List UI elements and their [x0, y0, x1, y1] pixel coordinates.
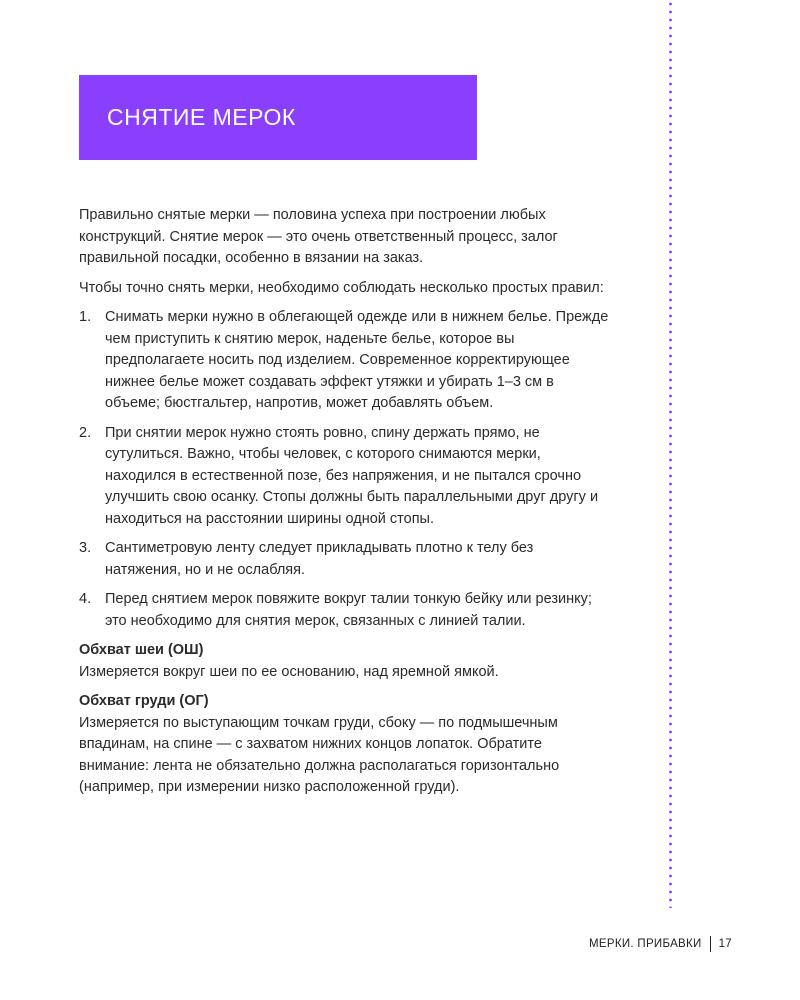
dotted-margin-rule	[669, 0, 672, 908]
rule-number: 1.	[79, 309, 92, 325]
section-text: Измеряется по выступающим точкам груди, сбоку — по подмышечным впадинам, на спине — с захватом нижних концов лопаток. Обратите внимание: лента не обязательно должна располагаться горизонтально (например, при измерении низко расположенной груди).	[79, 714, 560, 795]
page-number: 17	[718, 938, 732, 950]
chapter-title: СНЯТИЕ МЕРОК	[107, 104, 296, 130]
section-chest-girth	[79, 691, 609, 799]
rule-number: 4.	[79, 591, 92, 607]
footer-divider	[710, 936, 711, 952]
rule-text: Снимать мерки нужно в облегающей одежде или в нижнем белье. Прежде чем приступить к снятию мерок, наденьте белье, которое вы предполагаете носить под изделием. Современное корректирующее нижнее белье может создавать эффект утяжки и убирать 1–3 см в объеме; бюстгальтер, напротив, может добавлять объем.	[105, 309, 609, 411]
rules-list	[79, 307, 609, 632]
rule-text: При снятии мерок нужно стоять ровно, спину держать прямо, не сутулиться. Важно, чтобы человек, с которого снимаются мерки, находился в естественной позе, без напряжения, и не пытался срочно улучшить свою осанку. Стопы должны быть параллельными друг другу и находиться на расстоянии ширины одной стопы.	[105, 424, 599, 527]
section-text: Измеряется вокруг шеи по ее основанию, над яремной ямкой.	[79, 663, 499, 680]
section-neck-girth	[79, 640, 609, 683]
section-heading: Обхват шеи (ОШ)	[79, 642, 204, 658]
rule-item-4	[79, 589, 609, 632]
intro-paragraph-1: Правильно снятые мерки — половина успеха при построении любых конструкций. Снятие мерок — это очень ответственный процесс, залог правильной посадки, особенно в вязании на заказ.	[79, 207, 558, 266]
rule-number: 3.	[79, 540, 92, 556]
page-footer	[589, 935, 732, 953]
chapter-title-block	[79, 75, 477, 160]
intro-paragraph-2: Чтобы точно снять мерки, необходимо соблюдать несколько простых правил:	[79, 279, 604, 296]
rule-text: Перед снятием мерок повяжите вокруг талии тонкую бейку или резинку; это необходимо для снятия мерок, связанных с линией талии.	[105, 591, 592, 629]
rule-item-1	[79, 307, 609, 415]
rule-text: Сантиметровую ленту следует прикладывать плотно к телу без натяжения, но и не ослабляя.	[105, 540, 534, 578]
page-body	[79, 205, 609, 807]
section-heading: Обхват груди (ОГ)	[79, 693, 209, 709]
footer-section-title: МЕРКИ. ПРИБАВКИ	[589, 938, 702, 950]
rule-number: 2.	[79, 424, 92, 441]
rule-item-3	[79, 538, 609, 581]
rule-item-2	[79, 423, 609, 531]
